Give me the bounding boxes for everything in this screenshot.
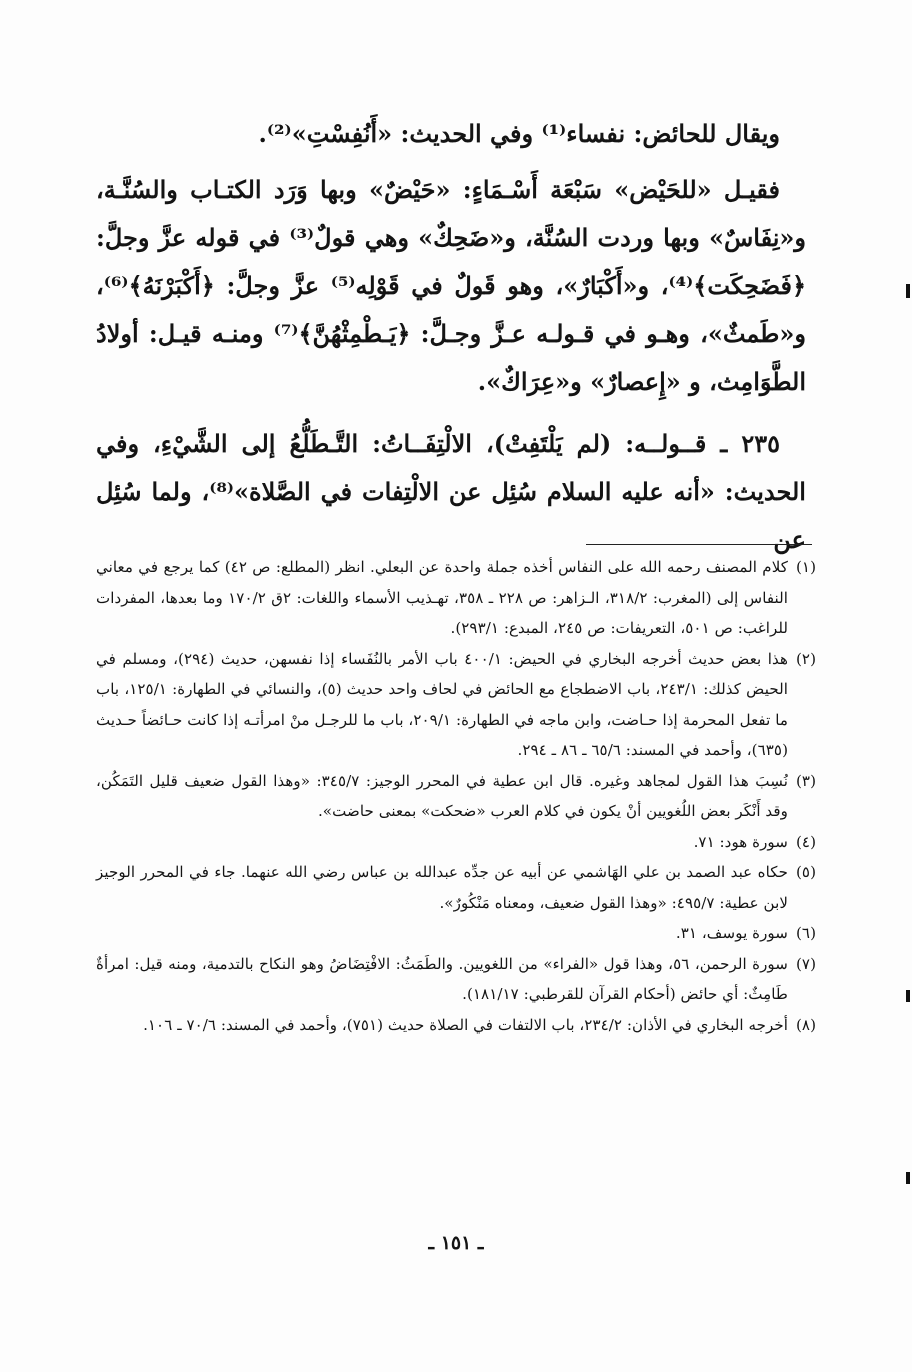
footnote-number: (٤)	[795, 832, 816, 851]
paragraph-1: ويقال للحائض: نفساء⁽¹⁾ وفي الحديث: «أَنُفِسْتِ»⁽²⁾.	[258, 119, 780, 148]
footnote-number: (٦)	[795, 924, 816, 942]
footnote-2	[96, 644, 816, 766]
footnote-7	[96, 949, 816, 1010]
footnote-text: سورة يوسف، ٣١.	[675, 924, 788, 942]
main-text	[96, 110, 806, 564]
footnote-number: (٣)	[795, 771, 816, 790]
footnote-text: أخرجه البخاري في الأذان: ٢٣٤/٢، باب الالتفات في الصلاة حديث (٧٥١)، وأحمد في المسند: ٧٠/٦ ـ ١٠٦.	[143, 1015, 788, 1034]
footnote-number: (٢)	[795, 649, 816, 668]
footnote-text: هذا بعض حديث أخرجه البخاري في الحيض: ٤٠٠/١ باب الأمر بالنُفَساء إذا نفسهن، حديث (٢٩٤)، ومسلم في الحيض كذلك: ٢٤٣/١، باب الاضطجاع مع الحائض في لحاف واحد حديث (٥)، والنسائي في الطهارة: ١٢٥/١، باب ما تفعل المحرمة إذا حـاضت، وابن ماجه في الطهارة: ٢٠٩/١، باب ما للرجـل منْ امرأتـه إذا كانت حـائضاً حـديث (٦٣٥)، وأحمد في المسند: ٦٥/٦ ـ ٨٦ ـ ٢٩٤.	[96, 649, 788, 759]
scan-edge-mark	[906, 284, 910, 298]
page-number: ـ ١٥١ ـ	[428, 1232, 484, 1254]
footnote-1	[96, 552, 816, 644]
paragraph-2: فقيـل «للحَيْض» سَبْعَة أَسْـمَاءٍ: «حَيْضٌ» وبها وَرَد الكتـاب والسُنَّـة، و«نِفَاسٌ» وبها وردت السُنَّة، و«ضَحِكٌ» وهي قولٌ⁽³⁾ في قوله عزَّ وجلَّ: ﴿فَضَحِكَت﴾⁽⁴⁾، و«أَكْبَارٌ»، وهو قَولٌ في قَوْلِه⁽⁵⁾ عزَّ وجلَّ: ﴿أَكْبَرْنَهُ﴾⁽⁶⁾، و«طَمثٌ»، وهـو في قـولـه عـزَّ وجـلَّ: ﴿يَـطْمِثْهُنَّ﴾⁽⁷⁾ ومنـه قيـل: أولادُ الطَّوَامِث، و «إِعصارٌ» و«عِرَاكٌ».	[96, 175, 807, 396]
footnote-text: كلام المصنف رحمه الله على النفاس أخذه جملة واحدة عن البعلي. انظر (المطلع: ص ٤٢) كما يرجع في معاني النفاس إلى (المغرب: ٣١٨/٢، الـزاهر: ص ٢٢٨ ـ ٣٥٨، تهـذيب الأسماء واللغات: ٢ق ١٧٠/٢ وما بعدها، المفردات للراغب: ص ٥٠١، التعريفات: ص ٢٤٥، المبدع: ٢٩٣/١).	[96, 558, 788, 637]
footnote-number: (٥)	[795, 863, 816, 881]
footnote-3	[96, 766, 816, 827]
scan-edge-mark	[906, 1172, 910, 1184]
footnote-number: (١)	[795, 558, 816, 576]
footnote-8	[96, 1010, 816, 1041]
footnote-4	[96, 827, 816, 858]
footnotes	[96, 552, 816, 1040]
footnote-text: سورة هود: ٧١.	[693, 832, 788, 851]
footnote-text: نُسِبَ هذا القول لمجاهد وغيره. قال ابن عطية في المحرر الوجيز: ٣٤٥/٧: «وهذا القول ضعيف قليل التَمَكُن، وقد أَنْكَر بعض اللُغويين أنْ يكون في كلام العرب «ضحكت» بمعنى حاضت».	[96, 771, 788, 820]
footnote-number: (٨)	[795, 1015, 816, 1034]
footnote-separator	[586, 544, 812, 545]
footnote-6	[96, 918, 816, 949]
footnote-text: سورة الرحمن، ٥٦، وهذا قول «الفراء» من اللغويين. والطَمَثُ: الافْتِضَاضُ وهو النكاح بالتدمية، ومنه قيل: امرأةٌ طَامِثٌ: أي حائض (أحكام القرآن للقرطبي: ١٨١/١٧).	[96, 954, 788, 1003]
paragraph-3: ٢٣٥ ـ قــولــه: (لم يَلْتَفِتْ)، الالْتِفَــاتُ: التَّـطَلُّعُ إلى الشَّيْءِ، وفي الحديث: «أنه عليه السلام سُئِل عن الالْتِفات في الصَّلاة»⁽⁸⁾، ولما سُئِل عن	[96, 429, 806, 554]
footnote-text: حكاه عبد الصمد بن علي الهَاشمي عن أبيه عن جدِّه عبدالله بن عباس رضي الله عنهما. جاء في المحرر الوجيز لابن عطية: ٤٩٥/٧: «وهذا القول ضعيف، ومعناه مَنْكُورٌ».	[96, 863, 788, 912]
footnote-number: (٧)	[795, 954, 816, 973]
footnote-5	[96, 857, 816, 918]
scan-edge-mark	[906, 990, 910, 1002]
